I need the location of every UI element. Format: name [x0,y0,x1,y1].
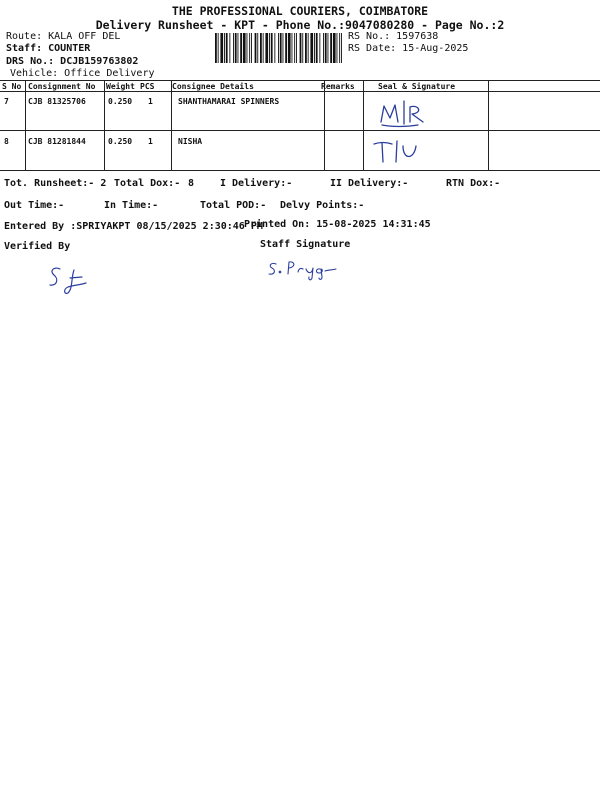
verified-signature [44,264,94,296]
printed-on: Printed On: 15-08-2025 14:31:45 [244,219,431,230]
table-row-2-weight: 0.250 [108,137,133,146]
entered-by: Entered By :SPRIYAKPT 08/15/2025 2:30:46 PM [4,221,263,232]
table-row-2-sno: 8 [4,137,9,146]
col-header-sno: S No [2,82,22,91]
in-time: In Time:- [104,200,159,211]
drs-number: DRS No.: DCJB159763802 [6,56,139,67]
i-delivery: I Delivery:- [220,178,293,189]
table-row-1-signature [378,98,434,128]
delvy-points: Delvy Points:- [280,200,365,211]
table-row-2-consignee: NISHA [178,137,203,146]
col-header-pcs: PCS [140,82,155,91]
col-header-signature: Seal & Signature [378,82,456,91]
barcode [215,33,345,63]
table-row-1-weight: 0.250 [108,97,133,106]
col-header-weight: Weight [106,82,135,91]
rs-number: RS No.: 1597638 [348,31,439,42]
out-time: Out Time:- [4,200,65,211]
table-row-1-pcs: 1 [148,97,153,106]
ii-delivery: II Delivery:- [330,178,409,189]
table-row-2-consignment: CJB 81281844 [28,137,86,146]
runsheet-title: Delivery Runsheet - KPT - Phone No.:9047080280 - Page No.:2 [95,18,505,32]
table-row-1-sno: 7 [4,97,9,106]
runsheet-table [0,80,600,172]
vehicle-label: Vehicle: Office Delivery [10,68,155,79]
total-dox-label: Total Dox:- [114,178,181,189]
col-header-consignee: Consignee Details [172,82,254,91]
total-pod: Total POD:- [200,200,267,211]
table-row-2-pcs: 1 [148,137,153,146]
table-row-2-signature [372,138,428,166]
staff-signature-scrawl [266,258,342,282]
col-header-consignment: Consignment No [28,82,96,91]
company-name: THE PROFESSIONAL COURIERS, COIMBATORE [171,4,429,18]
staff-label: Staff: COUNTER [6,43,91,54]
rtn-dox: RTN Dox:- [446,178,501,189]
tot-runsheet: Tot. Runsheet:- 2 [4,178,107,189]
table-row-1-consignment: CJB 81325706 [28,97,86,106]
verified-by-label: Verified By [4,241,71,252]
route-label: Route: KALA OFF DEL [6,31,121,42]
total-dox-value: 8 [188,178,195,189]
table-row-1-consignee: SHANTHAMARAI SPINNERS [178,97,280,106]
staff-signature-label: Staff Signature [260,239,351,250]
rs-date: RS Date: 15-Aug-2025 [348,43,469,54]
col-header-remarks: Remarks [321,82,355,91]
